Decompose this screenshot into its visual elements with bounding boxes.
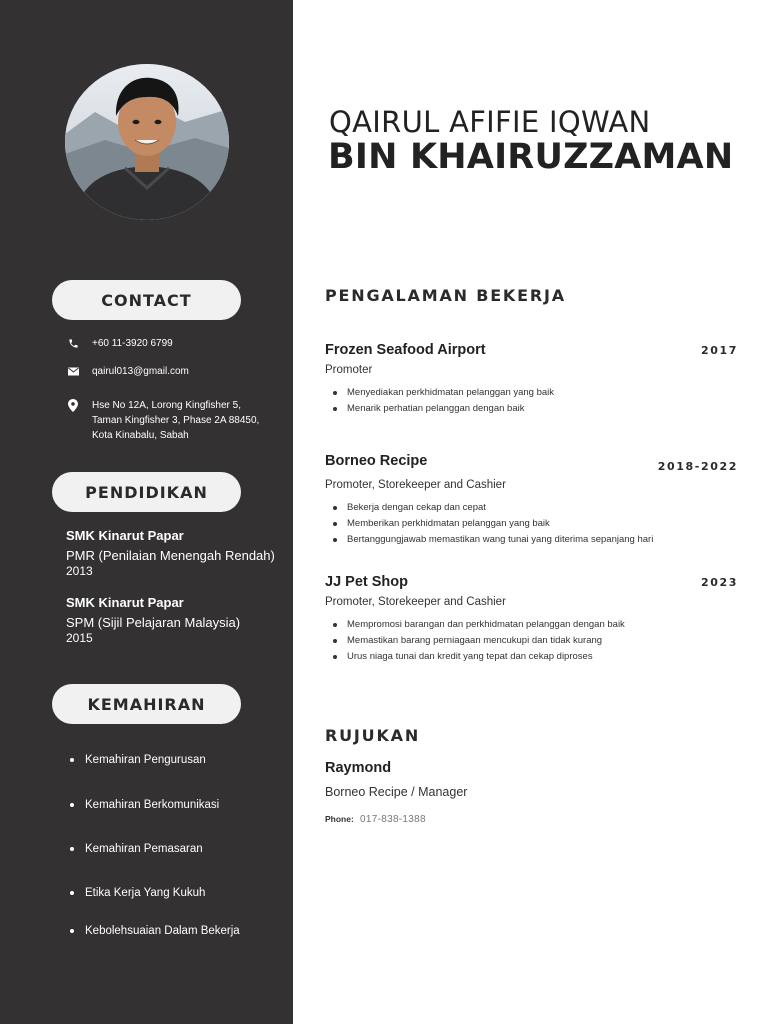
education-year: 2013 [66,564,93,578]
reference-phone: 017-838-1388 [360,814,426,825]
bullet [70,891,74,895]
job-duties [325,617,738,665]
contact-heading: CONTACT [52,280,241,320]
job-duty: Memastikan barang perniagaan mencukupi dan tidak kurang [325,633,738,649]
skill-item [70,843,203,855]
education-entry [66,528,276,579]
job-entry [325,574,738,665]
contact-phone: +60 11-3920 6799 [92,338,173,349]
job-header [325,342,738,358]
job-duties [325,385,738,417]
envelope-icon [66,364,80,378]
contact-address: Hse No 12A, Lorong Kingfisher 5, Taman Kingfisher 3, Phase 2A 88450, Kota Kinabalu, Sabah [92,400,260,441]
skill-item [70,887,205,899]
bullet [70,847,74,851]
contact-address-row [66,398,259,443]
location-pin-icon [66,398,80,412]
reference-heading: RUJUKAN [325,726,421,745]
job-entry [325,342,738,417]
reference-phone-label: Phone: [325,814,354,824]
job-header [325,448,738,473]
education-heading: PENDIDIKAN [52,472,241,512]
sidebar [0,0,293,1024]
job-company: Borneo Recipe [325,452,428,469]
skill-label: Etika Kerja Yang Kukuh [85,887,206,899]
skill-item [70,925,240,937]
job-company: JJ Pet Shop [325,574,408,590]
phone-icon [66,336,80,350]
job-header [325,574,738,590]
contact-email: qairul013@gmail.com [92,366,189,377]
job-year: 2018-2022 [657,460,738,473]
education-year: 2015 [66,631,93,645]
job-entry [325,448,738,548]
name-first-line: QAIRUL AFIFIE IQWAN [329,105,651,139]
education-school: SMK Kinarut Papar [66,595,184,610]
skill-label: Kemahiran Berkomunikasi [85,799,220,811]
job-role: Promoter [325,364,373,376]
name-second-line: BIN KHAIRUZZAMAN [328,137,734,177]
job-duties [325,500,738,548]
reference-name: Raymond [325,760,392,776]
job-duty: Menarik perhatian pelanggan dengan baik [325,401,738,417]
job-duty: Bertanggungjawab memastikan wang tunai yang diterima sepanjang hari [325,532,738,548]
bullet [70,803,74,807]
contact-email-row [66,364,189,379]
job-duty: Mempromosi barangan dan perkhidmatan pelanggan dengan baik [325,617,738,633]
skill-item [70,799,219,811]
job-role: Promoter, Storekeeper and Cashier [325,479,506,491]
skill-label: Kebolehsuaian Dalam Bekerja [85,925,240,937]
job-year: 2023 [700,575,738,589]
profile-photo [65,64,229,220]
bullet [70,929,74,933]
bullet [70,758,74,762]
job-duty: Urus niaga tunai dan kredit yang tepat dan cekap diproses [325,649,738,665]
skill-label: Kemahiran Pemasaran [85,843,203,855]
skills-heading: KEMAHIRAN [52,684,241,724]
job-year: 2017 [700,343,738,357]
education-qualification: SPM (Sijil Pelajaran Malaysia) [66,615,241,630]
job-duty: Memberikan perkhidmatan pelanggan yang baik [325,516,738,532]
contact-phone-row [66,336,173,351]
job-role: Promoter, Storekeeper and Cashier [325,596,506,608]
experience-heading: PENGALAMAN BEKERJA [325,286,566,305]
skill-item [70,754,206,766]
skill-label: Kemahiran Pengurusan [85,754,206,766]
job-company: Frozen Seafood Airport [325,342,486,358]
job-duty: Menyediakan perkhidmatan pelanggan yang baik [325,385,738,401]
education-school: SMK Kinarut Papar [66,528,184,543]
education-qualification: PMR (Penilaian Menengah Rendah) [66,548,275,563]
profile-photo-image [65,64,229,220]
job-duty: Bekerja dengan cekap dan cepat [325,500,738,516]
education-entry [66,595,276,646]
reference-role: Borneo Recipe / Manager [325,785,468,799]
